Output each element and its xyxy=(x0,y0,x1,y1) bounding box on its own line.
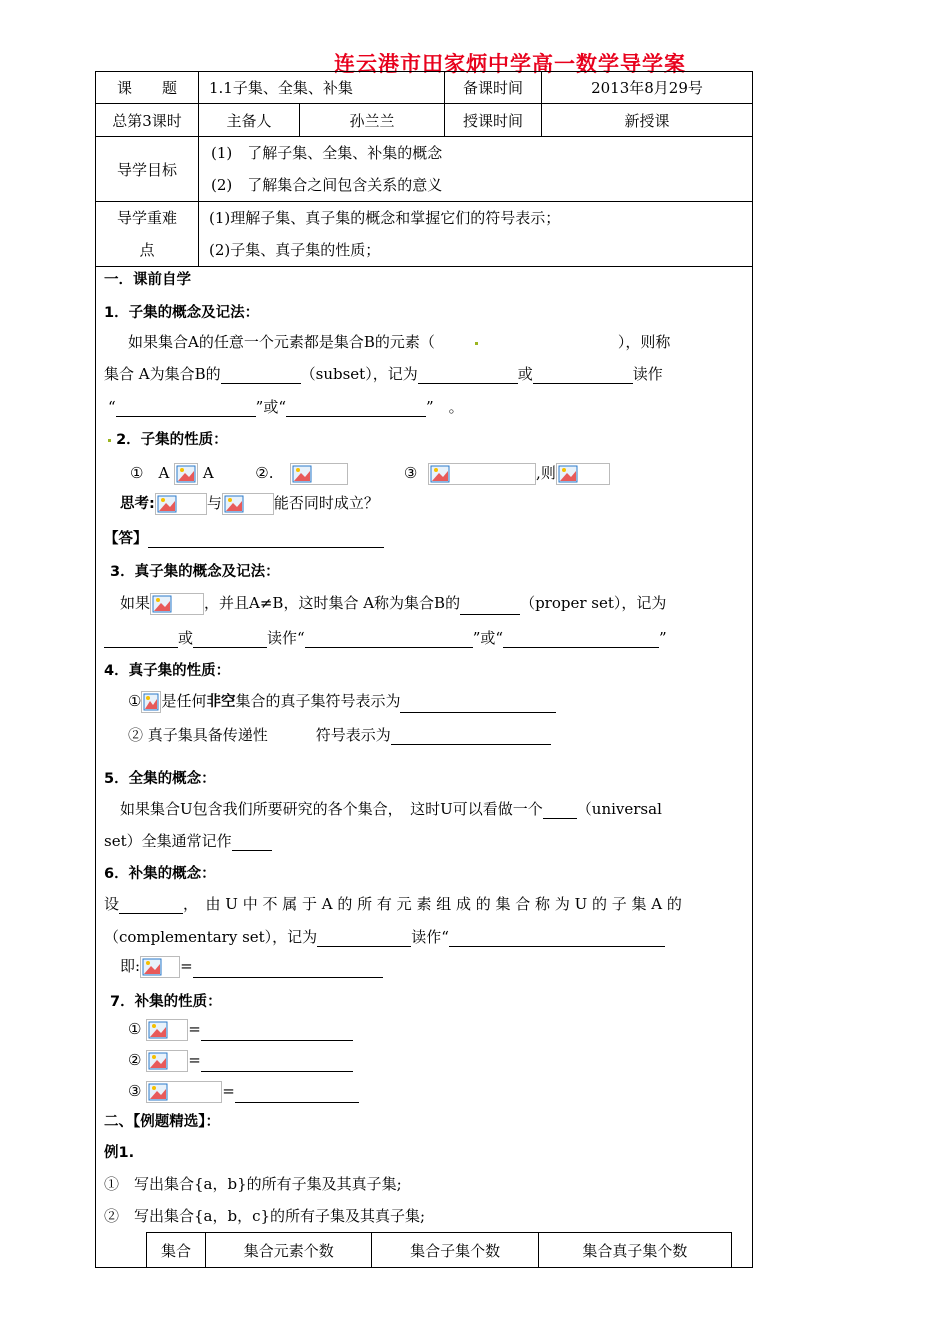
example-item: ② 写出集合{a，b，c}的所有子集及其真子集; xyxy=(104,1207,426,1225)
formula-image-icon xyxy=(146,1050,188,1072)
complement-def-line3: 即: = xyxy=(120,955,383,978)
formula-image-icon xyxy=(556,463,610,485)
header-table xyxy=(95,71,753,267)
goal-item: (2) 了解集合之间包含关系的意义 xyxy=(211,176,443,194)
table-header-cell: 集合 xyxy=(147,1233,206,1268)
think-question: 思考: 与 能否同时成立？ xyxy=(120,492,379,515)
author-label: 主备人 xyxy=(199,104,300,137)
subsection-heading: 3．真子集的概念及记法： xyxy=(110,564,280,580)
complement-prop-3: ③ = xyxy=(128,1081,359,1103)
key-label-2: 点 xyxy=(139,241,155,259)
empty-set-image-icon xyxy=(141,691,161,713)
example-label: 例1. xyxy=(104,1145,135,1161)
class-time-value: 新授课 xyxy=(542,104,753,137)
formula-image-icon xyxy=(140,956,180,978)
formula-image-icon xyxy=(150,593,204,615)
formula-image-icon xyxy=(155,493,207,515)
complement-prop-2: ② = xyxy=(128,1050,353,1072)
proper-subset-def-line2: 或 读作“ ”或“ ” xyxy=(104,627,667,648)
section-heading: 一．课前自学 xyxy=(104,272,191,288)
complement-prop-1: ① = xyxy=(128,1019,353,1041)
subsection-heading: 2．子集的性质： xyxy=(108,428,228,449)
key-label: 导学重难 xyxy=(116,209,177,227)
subset-def-line1: 如果集合A的任意一个元素都是集合B的元素（ ），则称 xyxy=(128,333,671,351)
formula-image-icon xyxy=(174,463,198,485)
subset-def-line2: 集合 A为集合B的 （subset），记为 或 读作 xyxy=(104,365,663,383)
topic-value: 1.1子集、全集、补集 xyxy=(199,72,445,104)
complement-def-line2: （complementary set），记为 读作“ xyxy=(104,926,665,947)
section-heading: 二、【例题精选】： xyxy=(104,1114,220,1130)
author-value: 孙兰兰 xyxy=(300,104,445,137)
complement-def-line1: 设 ， 由 U 中 不 属 于 A 的 所 有 元 素 组 成 的 集 合 称 为 U 的 子 集 A 的 xyxy=(104,895,682,913)
example-table xyxy=(146,1232,732,1268)
page-title: 连云港市田家炳中学高一数学导学案 xyxy=(334,52,686,76)
subsection-heading: 4．真子集的性质： xyxy=(104,663,231,679)
key-item: (2)子集、真子集的性质； xyxy=(209,241,381,259)
formula-image-icon xyxy=(146,1081,222,1103)
formula-image-icon xyxy=(146,1019,188,1041)
subsection-heading: 7．补集的性质： xyxy=(110,994,222,1010)
universal-set-line1: 如果集合U包含我们所要研究的各个集合， 这时U可以看做一个 （universal xyxy=(120,800,662,818)
proper-subset-prop-1: ① 是任何非空集合的真子集符号表示为 xyxy=(128,690,556,713)
universal-set-line2: set）全集通常记作 xyxy=(104,830,272,851)
table-header-cell: 集合真子集个数 xyxy=(538,1233,731,1268)
period-label: 总第3课时 xyxy=(96,104,199,137)
table-header-row xyxy=(147,1233,732,1268)
prep-time-label: 备课时间 xyxy=(445,72,542,104)
topic-label: 课 题 xyxy=(96,72,199,104)
key-item: (1)理解子集、真子集的概念和掌握它们的符号表示； xyxy=(209,209,561,227)
class-time-label: 授课时间 xyxy=(445,104,542,137)
formula-image-icon xyxy=(222,493,274,515)
proper-subset-def-line1: 如果 ，并且A≠B，这时集合 A称为集合B的 （proper set），记为 xyxy=(120,592,666,615)
goal-label: 导学目标 xyxy=(96,137,199,202)
example-item: ① 写出集合{a，b}的所有子集及其真子集; xyxy=(104,1175,402,1193)
prep-time-value: 2013年8月29号 xyxy=(542,72,753,104)
subsection-heading: 6．补集的概念： xyxy=(104,866,216,882)
subsection-heading: 5．全集的概念： xyxy=(104,771,216,787)
answer-line: 【答】 xyxy=(104,527,384,548)
table-header-cell: 集合子集个数 xyxy=(372,1233,538,1268)
proper-subset-prop-2: ② 真子集具备传递性 符号表示为 xyxy=(128,724,551,745)
subsection-heading: 1．子集的概念及记法： xyxy=(104,305,260,321)
table-header-cell: 集合元素个数 xyxy=(206,1233,372,1268)
formula-image-icon xyxy=(290,463,348,485)
subset-def-line3: “ ”或“ ” 。 xyxy=(108,398,464,416)
formula-image-icon xyxy=(428,463,536,485)
subset-properties: ① A A ②. ③ ,则 xyxy=(130,462,610,485)
goal-item: (1) 了解子集、全集、补集的概念 xyxy=(211,144,443,162)
